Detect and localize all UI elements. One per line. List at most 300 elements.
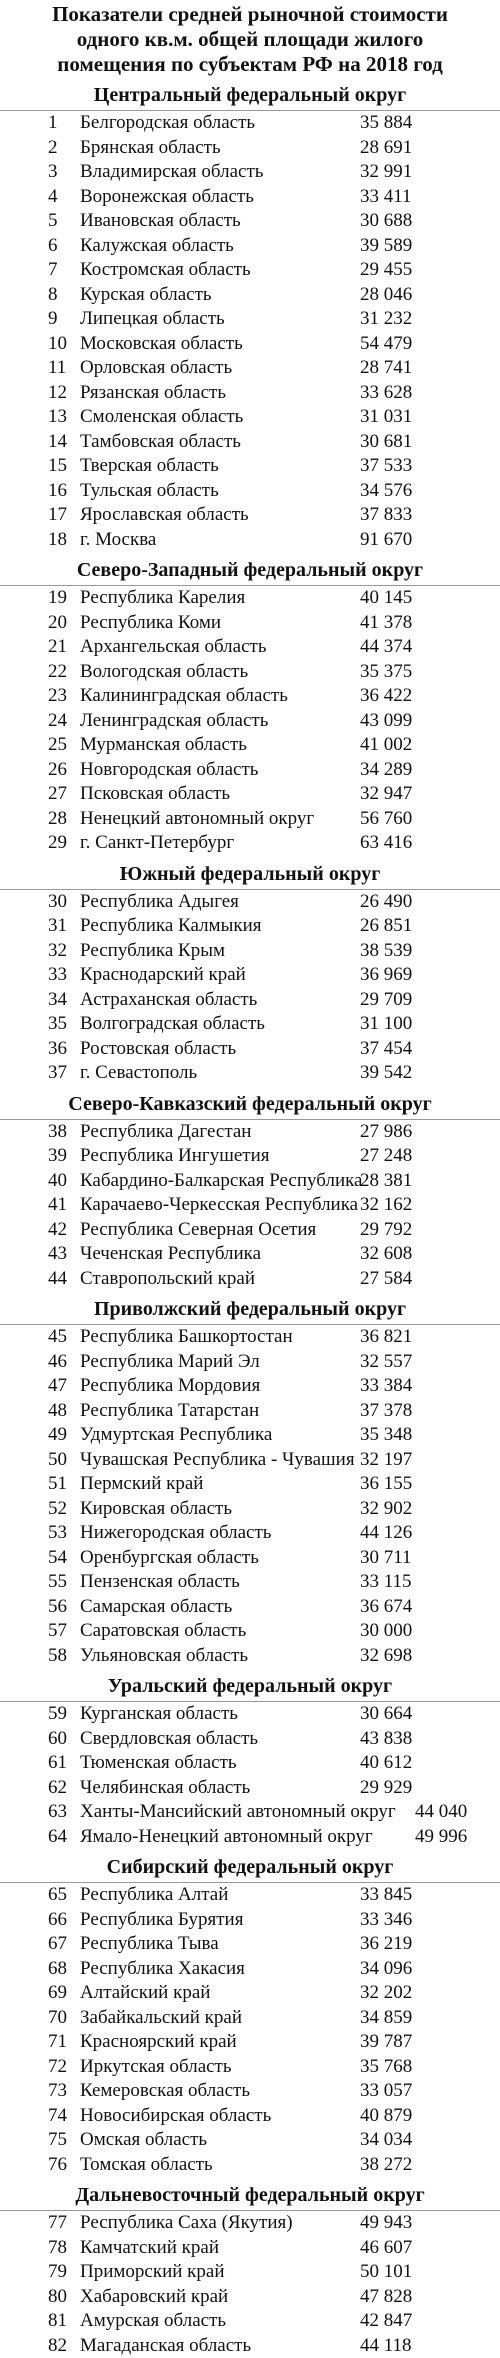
row-number: 68 <box>48 1957 67 1979</box>
table-row <box>0 1423 500 1448</box>
district-section <box>0 1297 500 1668</box>
row-number: 48 <box>48 1399 67 1421</box>
price-value: 26 851 <box>360 915 413 936</box>
row-number: 58 <box>48 1644 67 1666</box>
row-number: 1 <box>48 112 58 133</box>
region-name: Ямало-Ненецкий автономный округ <box>80 1825 373 1847</box>
table-row <box>0 1932 500 1957</box>
price-value: 32 162 <box>360 1194 413 1215</box>
row-number: 51 <box>48 1473 67 1494</box>
row-number: 43 <box>48 1243 67 1264</box>
region-name: Кемеровская область <box>80 2080 251 2101</box>
row-number: 56 <box>48 1595 67 1617</box>
price-value: 47 828 <box>360 2285 413 2307</box>
row-number: 21 <box>48 636 67 657</box>
row-number: 63 <box>48 1801 67 1822</box>
price-value: 39 542 <box>360 1062 413 1083</box>
region-name: Кировская область <box>80 1497 233 1519</box>
price-value: 33 115 <box>360 1571 412 1592</box>
table-row <box>0 1825 500 1850</box>
price-value: 38 539 <box>360 939 413 961</box>
district-section <box>0 558 500 856</box>
row-number: 41 <box>48 1194 67 1215</box>
table-row <box>0 831 500 856</box>
row-number: 76 <box>48 2153 67 2175</box>
title-line: помещения по субъектам РФ на 2018 год <box>57 52 443 76</box>
price-value: 36 219 <box>360 1933 413 1954</box>
table-row <box>0 136 500 161</box>
row-number: 81 <box>48 2310 67 2331</box>
row-number: 71 <box>48 2031 67 2052</box>
table-row <box>0 2104 500 2129</box>
row-number: 70 <box>48 2006 67 2028</box>
price-value: 37 533 <box>360 455 413 476</box>
region-name: Саратовская область <box>80 1620 247 1641</box>
price-value: 32 991 <box>360 161 413 182</box>
district-heading: Сибирский федеральный округ <box>0 1855 500 1883</box>
district-section <box>0 1674 500 1849</box>
region-name: Хабаровский край <box>80 2285 229 2307</box>
table-row <box>0 2260 500 2285</box>
row-number: 50 <box>48 1448 67 1470</box>
region-name: Республика Хакасия <box>80 1957 245 1979</box>
region-name: Мурманская область <box>80 734 247 755</box>
row-number: 16 <box>48 479 67 501</box>
row-number: 66 <box>48 1908 67 1930</box>
row-number: 17 <box>48 504 67 525</box>
table-row <box>0 2309 500 2334</box>
region-name: Владимирская область <box>80 161 264 182</box>
region-name: Магаданская область <box>80 2334 252 2356</box>
price-value: 35 348 <box>360 1424 413 1445</box>
price-value: 33 411 <box>360 185 412 207</box>
table-row <box>0 111 500 136</box>
table-row <box>0 1619 500 1644</box>
table-row <box>0 1012 500 1037</box>
table-row <box>0 914 500 939</box>
row-number: 39 <box>48 1145 67 1166</box>
row-number: 80 <box>48 2285 67 2307</box>
table-row <box>0 1374 500 1399</box>
table-row <box>0 611 500 636</box>
table-row <box>0 1472 500 1497</box>
price-value: 42 847 <box>360 2310 413 2331</box>
price-value: 30 000 <box>360 1620 413 1641</box>
region-name: Рязанская область <box>80 381 226 403</box>
table-row <box>0 1399 500 1424</box>
region-name: Ставропольский край <box>80 1267 256 1289</box>
row-number: 9 <box>48 308 58 329</box>
region-name: Костромская область <box>80 259 251 280</box>
district-heading: Центральный федеральный округ <box>0 83 500 111</box>
region-name: Вологодская область <box>80 660 249 682</box>
price-value: 30 711 <box>360 1546 412 1568</box>
table-row <box>0 356 500 381</box>
table-row <box>0 807 500 832</box>
row-number: 3 <box>48 161 58 182</box>
table-row <box>0 939 500 964</box>
table-row <box>0 2211 500 2236</box>
region-name: Свердловская область <box>80 1727 259 1749</box>
district-section <box>0 83 500 552</box>
region-name: Республика Саха (Якутия) <box>80 2212 293 2233</box>
region-name: Карачаево-Черкесская Республика <box>80 1194 359 1215</box>
price-value: 28 741 <box>360 357 413 378</box>
region-name: Оренбургская область <box>80 1546 259 1568</box>
table-row <box>0 258 500 283</box>
row-number: 36 <box>48 1037 67 1059</box>
table-row <box>0 1325 500 1350</box>
region-name: Республика Коми <box>80 611 222 633</box>
region-name: Кабардино-Балкарская Республика <box>80 1169 363 1191</box>
price-value: 37 378 <box>360 1399 413 1421</box>
row-number: 20 <box>48 611 67 633</box>
row-number: 45 <box>48 1326 67 1347</box>
price-value: 36 674 <box>360 1595 413 1617</box>
row-number: 72 <box>48 2055 67 2077</box>
price-value: 43 099 <box>360 709 413 731</box>
row-number: 73 <box>48 2080 67 2101</box>
row-number: 59 <box>48 1703 67 1724</box>
region-name: Забайкальский край <box>80 2006 242 2028</box>
table-row <box>0 758 500 783</box>
price-value: 44 126 <box>360 1522 413 1543</box>
price-value: 30 664 <box>360 1703 413 1724</box>
district-section <box>0 862 500 1086</box>
price-value: 34 576 <box>360 479 413 501</box>
price-value: 36 821 <box>360 1326 413 1347</box>
table-row <box>0 332 500 357</box>
table-row <box>0 1570 500 1595</box>
region-name: Тверская область <box>80 455 219 476</box>
row-number: 32 <box>48 939 67 961</box>
row-number: 75 <box>48 2129 67 2150</box>
row-number: 57 <box>48 1620 67 1641</box>
table-row <box>0 1776 500 1801</box>
table-row <box>0 733 500 758</box>
region-name: Воронежская область <box>80 185 254 207</box>
table-row <box>0 1497 500 1522</box>
row-number: 14 <box>48 430 67 452</box>
district-heading: Северо-Кавказский федеральный округ <box>0 1092 500 1120</box>
price-value: 35 884 <box>360 112 413 133</box>
price-value: 28 046 <box>360 283 413 305</box>
region-name: Самарская область <box>80 1595 233 1617</box>
row-number: 24 <box>48 709 67 731</box>
row-number: 13 <box>48 406 67 427</box>
region-name: Калининградская область <box>80 685 288 706</box>
region-name: Чувашская Республика - Чувашия <box>80 1448 355 1470</box>
price-value: 32 698 <box>360 1644 413 1666</box>
title-line: одного кв.м. общей площади жилого <box>76 27 424 51</box>
row-number: 31 <box>48 915 67 936</box>
table-row <box>0 1727 500 1752</box>
table-row <box>0 1957 500 1982</box>
table-row <box>0 1908 500 1933</box>
region-name: Республика Калмыкия <box>80 915 262 936</box>
price-value: 44 040 <box>415 1801 468 1822</box>
row-number: 34 <box>48 988 67 1010</box>
row-number: 52 <box>48 1497 67 1519</box>
district-section <box>0 2183 500 2358</box>
table-row <box>0 988 500 1013</box>
table-row <box>0 2128 500 2153</box>
table-row <box>0 2030 500 2055</box>
price-value: 36 422 <box>360 685 413 706</box>
region-name: Краснодарский край <box>80 964 246 985</box>
row-number: 47 <box>48 1375 67 1396</box>
table-row <box>0 1061 500 1086</box>
row-number: 37 <box>48 1062 67 1083</box>
price-value: 29 929 <box>360 1776 413 1798</box>
table-row <box>0 1218 500 1243</box>
district-heading: Уральский федеральный округ <box>0 1674 500 1702</box>
table-row <box>0 209 500 234</box>
region-name: Республика Северная Осетия <box>80 1218 317 1240</box>
region-name: Тульская область <box>80 479 219 501</box>
table-row <box>0 1595 500 1620</box>
district-heading: Приволжский федеральный округ <box>0 1297 500 1325</box>
region-name: Алтайский край <box>80 1982 211 2003</box>
table-row <box>0 782 500 807</box>
price-value: 33 845 <box>360 1884 413 1905</box>
row-number: 55 <box>48 1571 67 1592</box>
price-value: 39 787 <box>360 2031 413 2052</box>
district-section <box>0 1855 500 2177</box>
row-number: 10 <box>48 332 67 354</box>
table-row <box>0 684 500 709</box>
price-value: 30 681 <box>360 430 413 452</box>
table-row <box>0 2006 500 2031</box>
table-row <box>0 1448 500 1473</box>
table-row <box>0 1751 500 1776</box>
table-row <box>0 234 500 259</box>
row-number: 11 <box>48 357 67 378</box>
row-number: 53 <box>48 1522 67 1543</box>
row-number: 28 <box>48 807 67 829</box>
price-value: 28 381 <box>360 1169 413 1191</box>
region-name: Тюменская область <box>80 1752 237 1773</box>
districts-table <box>0 83 500 2358</box>
price-value: 33 057 <box>360 2080 413 2101</box>
region-name: Республика Крым <box>80 939 226 961</box>
region-name: Омская область <box>80 2129 208 2150</box>
table-row <box>0 1169 500 1194</box>
price-value: 36 155 <box>360 1473 413 1494</box>
row-number: 19 <box>48 587 67 608</box>
row-number: 60 <box>48 1727 67 1749</box>
price-value: 44 374 <box>360 636 413 657</box>
table-row <box>0 2236 500 2261</box>
row-number: 69 <box>48 1982 67 2003</box>
row-number: 49 <box>48 1424 67 1445</box>
price-value: 41 378 <box>360 611 413 633</box>
price-value: 33 384 <box>360 1375 413 1396</box>
region-name: Орловская область <box>80 357 233 378</box>
table-row <box>0 586 500 611</box>
region-name: Республика Тыва <box>80 1933 219 1954</box>
region-name: Волгоградская область <box>80 1013 265 1034</box>
table-row <box>0 1521 500 1546</box>
region-name: Ярославская область <box>80 504 249 525</box>
region-name: Курская область <box>80 283 212 305</box>
region-name: Амурская область <box>80 2310 227 2331</box>
region-name: Республика Ингушетия <box>80 1145 270 1166</box>
region-name: Чеченская Республика <box>80 1243 262 1264</box>
region-name: Республика Башкортостан <box>80 1326 293 1347</box>
region-name: Республика Дагестан <box>80 1120 252 1142</box>
price-value: 32 608 <box>360 1243 413 1264</box>
region-name: Астраханская область <box>80 988 258 1010</box>
region-name: Липецкая область <box>80 308 225 329</box>
region-name: Архангельская область <box>80 636 267 657</box>
table-row <box>0 963 500 988</box>
region-name: Пензенская область <box>80 1571 240 1592</box>
row-number: 65 <box>48 1884 67 1905</box>
price-value: 31 100 <box>360 1013 413 1034</box>
row-number: 79 <box>48 2261 67 2282</box>
region-name: Псковская область <box>80 783 231 804</box>
table-row <box>0 1883 500 1908</box>
region-name: Республика Адыгея <box>80 890 239 912</box>
table-row <box>0 528 500 553</box>
price-value: 27 584 <box>360 1267 413 1289</box>
table-row <box>0 660 500 685</box>
table-row <box>0 1193 500 1218</box>
row-number: 5 <box>48 210 58 231</box>
table-row <box>0 709 500 734</box>
row-number: 30 <box>48 890 67 912</box>
district-section <box>0 1092 500 1292</box>
row-number: 62 <box>48 1776 67 1798</box>
table-row <box>0 405 500 430</box>
region-name: г. Москва <box>80 528 157 550</box>
region-name: Республика Мордовия <box>80 1375 261 1396</box>
region-name: Ивановская область <box>80 210 241 231</box>
row-number: 40 <box>48 1169 67 1191</box>
price-value: 38 272 <box>360 2153 413 2175</box>
region-name: Челябинская область <box>80 1776 251 1798</box>
table-row <box>0 2153 500 2178</box>
row-number: 7 <box>48 259 58 280</box>
region-name: Курганская область <box>80 1703 238 1724</box>
row-number: 38 <box>48 1120 67 1142</box>
price-value: 37 454 <box>360 1037 413 1059</box>
region-name: Республика Бурятия <box>80 1908 244 1930</box>
district-heading: Южный федеральный округ <box>0 862 500 890</box>
table-row <box>0 890 500 915</box>
row-number: 77 <box>48 2212 67 2233</box>
row-number: 78 <box>48 2236 67 2258</box>
region-name: Ростовская область <box>80 1037 237 1059</box>
table-row <box>0 160 500 185</box>
row-number: 25 <box>48 734 67 755</box>
district-heading: Северо-Западный федеральный округ <box>0 558 500 586</box>
row-number: 74 <box>48 2104 67 2126</box>
table-row <box>0 479 500 504</box>
price-value: 36 969 <box>360 964 413 985</box>
price-value: 29 455 <box>360 259 413 280</box>
price-value: 43 838 <box>360 1727 413 1749</box>
price-value: 54 479 <box>360 332 413 354</box>
region-name: Приморский край <box>80 2261 225 2282</box>
region-name: Томская область <box>80 2153 213 2175</box>
region-name: Тамбовская область <box>80 430 241 452</box>
price-value: 35 375 <box>360 660 413 682</box>
price-value: 33 628 <box>360 381 413 403</box>
region-name: Смоленская область <box>80 406 244 427</box>
table-row <box>0 381 500 406</box>
row-number: 54 <box>48 1546 67 1568</box>
price-value: 34 096 <box>360 1957 413 1979</box>
price-value: 49 996 <box>415 1825 468 1847</box>
table-row <box>0 1144 500 1169</box>
price-value: 31 232 <box>360 308 413 329</box>
table-row <box>0 283 500 308</box>
table-row <box>0 1800 500 1825</box>
region-name: Пермский край <box>80 1473 204 1494</box>
table-row <box>0 635 500 660</box>
region-name: Новгородская область <box>80 758 259 780</box>
region-name: Московская область <box>80 332 243 354</box>
row-number: 12 <box>48 381 67 403</box>
price-value: 49 943 <box>360 2212 413 2233</box>
region-name: Иркутская область <box>80 2055 232 2077</box>
title-line: Показатели средней рыночной стоимости <box>52 2 448 26</box>
table-row <box>0 1546 500 1571</box>
table-row <box>0 1644 500 1669</box>
table-row <box>0 185 500 210</box>
table-row <box>0 1037 500 1062</box>
price-value: 40 145 <box>360 587 413 608</box>
row-number: 35 <box>48 1013 67 1034</box>
region-name: Калужская область <box>80 234 234 256</box>
table-row <box>0 2334 500 2358</box>
row-number: 15 <box>48 455 67 476</box>
price-value: 34 289 <box>360 758 413 780</box>
row-number: 46 <box>48 1350 67 1372</box>
region-name: Брянская область <box>80 136 221 158</box>
region-name: Республика Алтай <box>80 1884 229 1905</box>
price-value: 39 589 <box>360 234 413 256</box>
table-row <box>0 1120 500 1145</box>
table-row <box>0 1981 500 2006</box>
row-number: 23 <box>48 685 67 706</box>
row-number: 6 <box>48 234 58 256</box>
table-row <box>0 1267 500 1292</box>
table-row <box>0 307 500 332</box>
region-name: г. Санкт-Петербург <box>80 832 235 853</box>
region-name: Новосибирская область <box>80 2104 272 2126</box>
region-name: Республика Татарстан <box>80 1399 260 1421</box>
price-value: 27 986 <box>360 1120 413 1142</box>
row-number: 64 <box>48 1825 67 1847</box>
table-row <box>0 430 500 455</box>
table-row <box>0 454 500 479</box>
region-name: Камчатский край <box>80 2236 219 2258</box>
row-number: 18 <box>48 528 67 550</box>
region-name: Республика Карелия <box>80 587 246 608</box>
price-value: 91 670 <box>360 528 413 550</box>
row-number: 8 <box>48 283 58 305</box>
price-value: 33 346 <box>360 1908 413 1930</box>
price-value: 32 902 <box>360 1497 413 1519</box>
document-title <box>0 0 500 77</box>
price-value: 28 691 <box>360 136 413 158</box>
region-name: Белгородская область <box>80 112 256 133</box>
region-name: Республика Марий Эл <box>80 1350 260 1372</box>
price-value: 32 557 <box>360 1350 413 1372</box>
